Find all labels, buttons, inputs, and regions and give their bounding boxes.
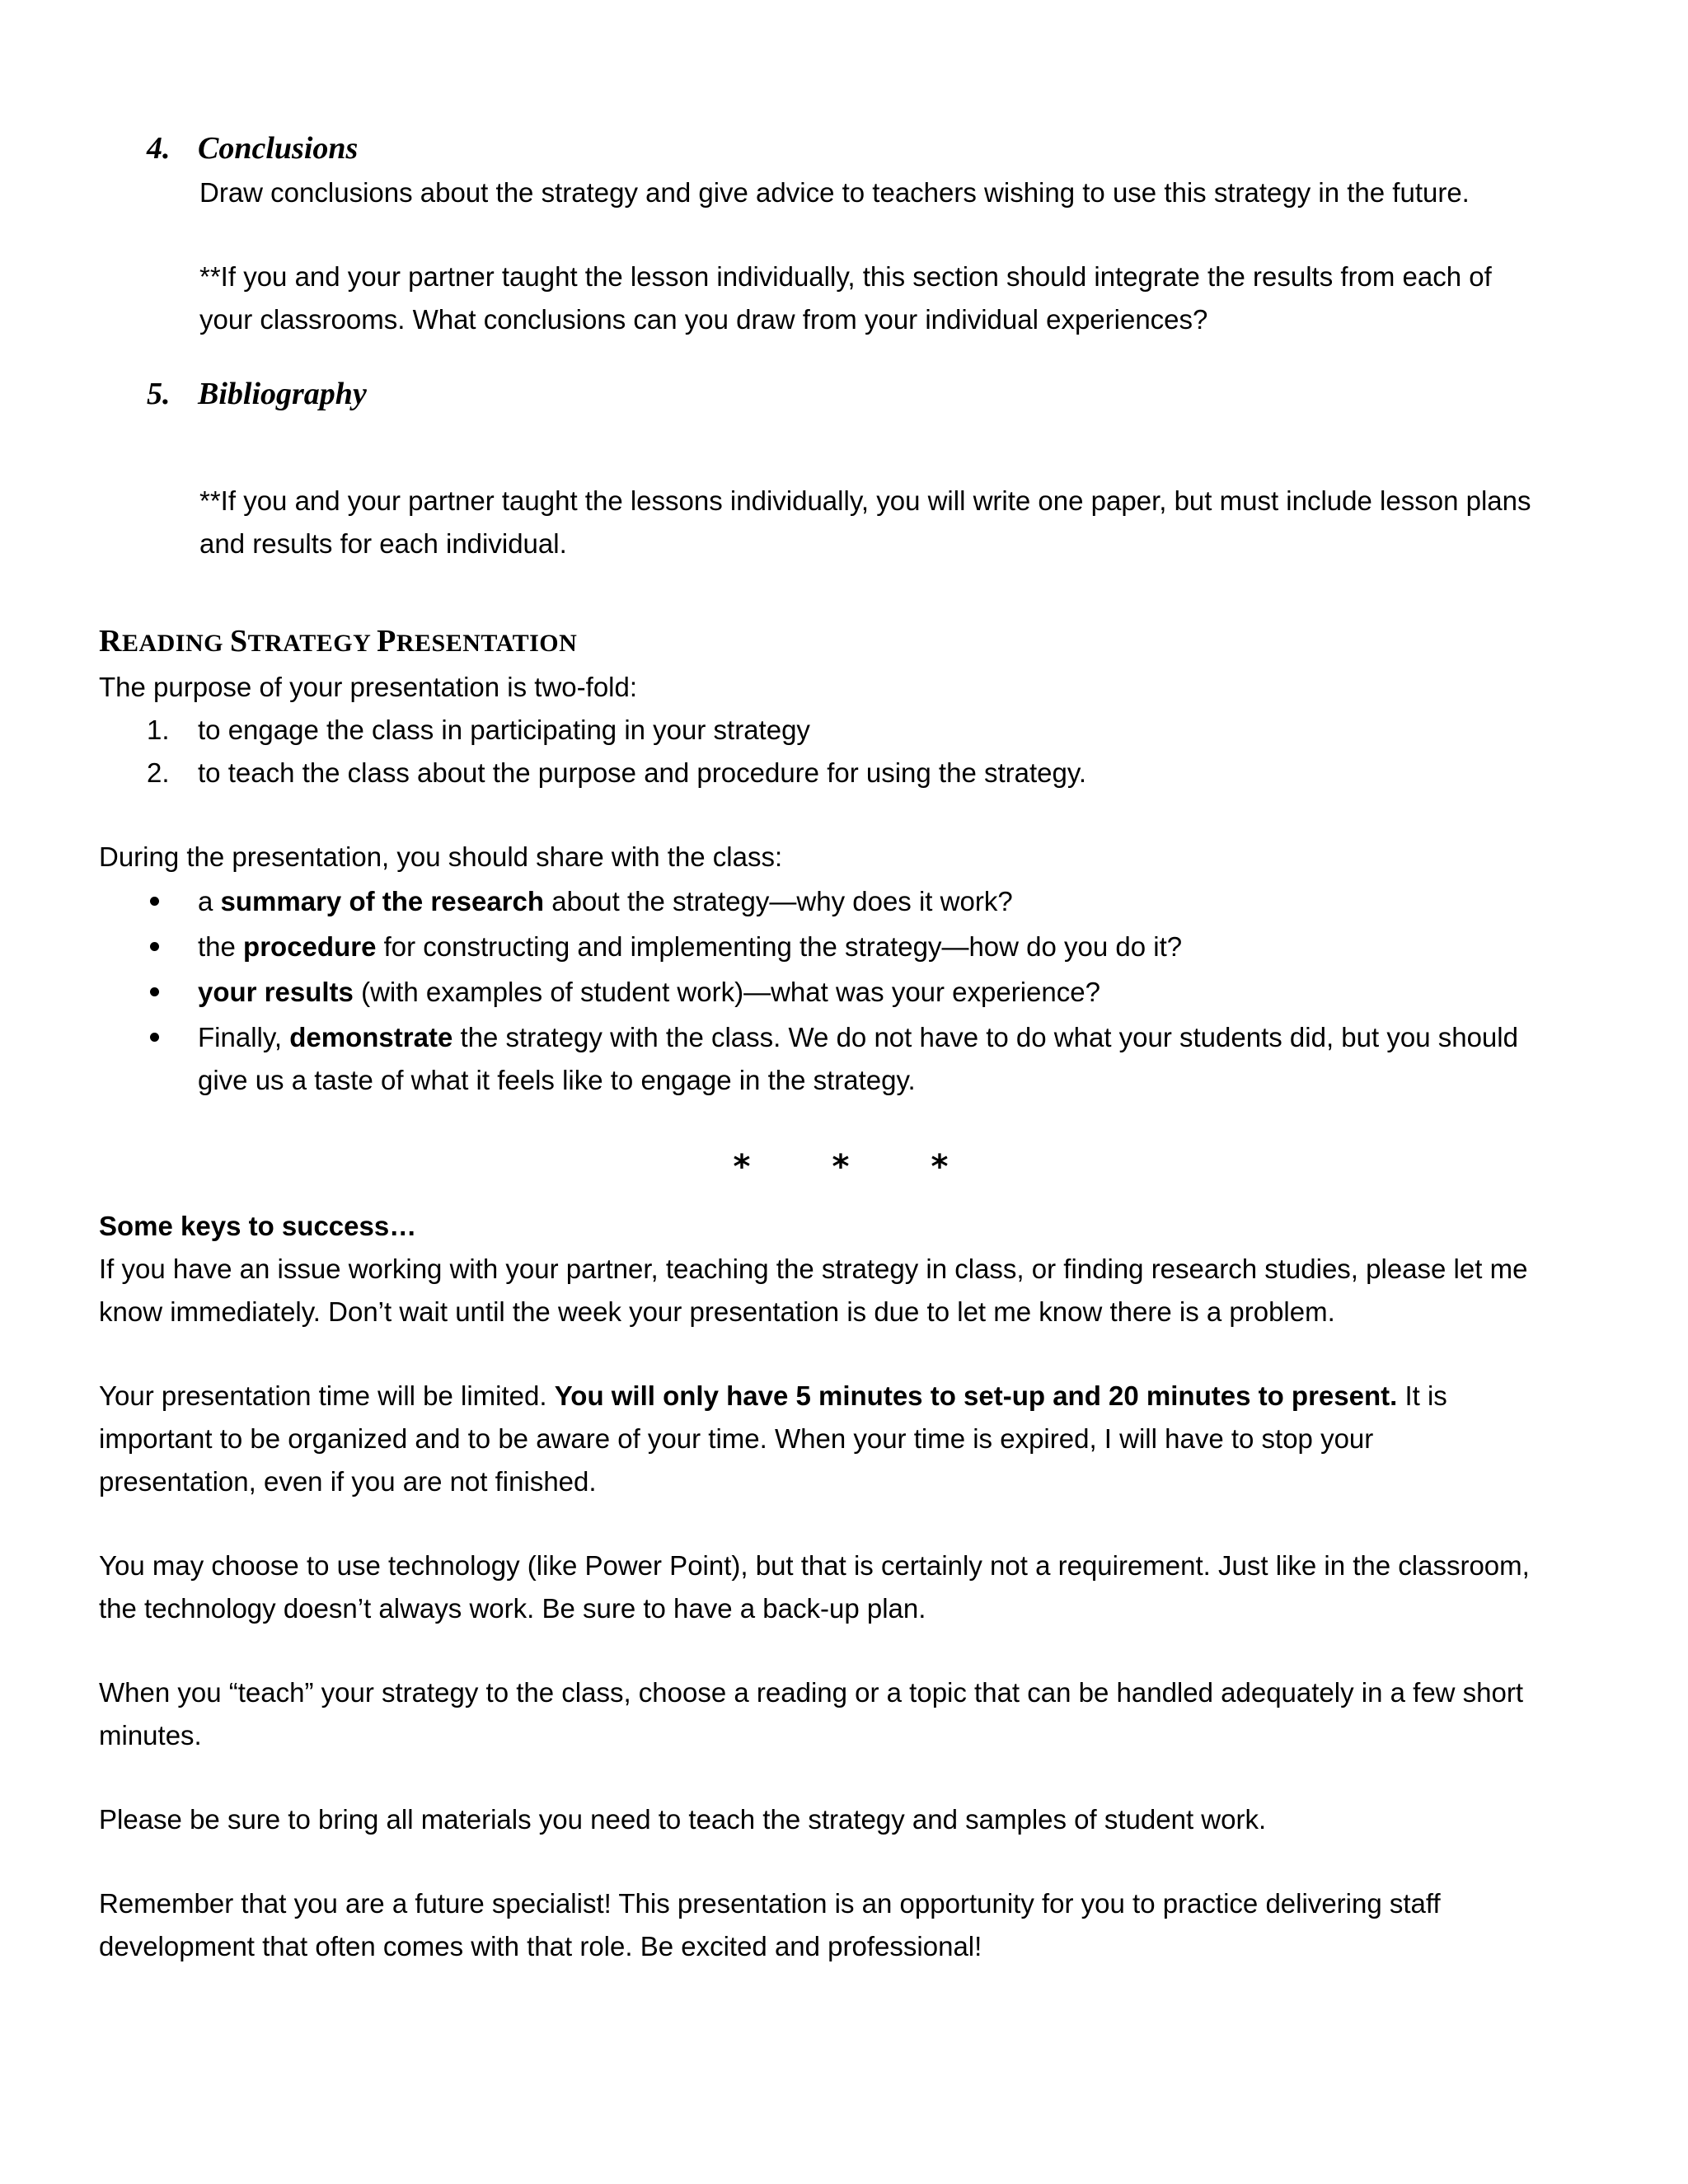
purpose-2-number: 2. <box>147 757 170 788</box>
time-limit-bold: You will only have 5 minutes to set-up and 20 minutes to present. <box>554 1380 1398 1411</box>
share-intro: During the presentation, you should share with the class: <box>99 841 783 872</box>
bullet-research <box>198 880 1013 923</box>
keys-p2-line-2: important to be organized and to be aware of your time. When your time is expired, I will have to stop your <box>99 1423 1374 1454</box>
section-4-number: 4. <box>147 131 171 166</box>
purpose-2-text: to teach the class about the purpose and procedure for using the strategy. <box>198 757 1087 788</box>
bullet-demonstrate <box>198 1016 1518 1059</box>
presentation-heading <box>99 620 577 665</box>
keys-p5: Please be sure to bring all materials you need to teach the strategy and samples of student work. <box>99 1804 1267 1835</box>
bullet-procedure-suffix: for constructing and implementing the strategy—how do you do it? <box>376 931 1183 962</box>
heading-initial-p: P <box>377 624 396 658</box>
bullet-research-bold: summary of the research <box>220 886 545 916</box>
bullet-procedure <box>198 926 1182 968</box>
section-4-note-line-1: **If you and your partner taught the lesson individually, this section should integrate the results from each of <box>199 261 1492 292</box>
bullet-dot-icon <box>150 1033 159 1042</box>
bullet-demonstrate-prefix: Finally, <box>198 1022 290 1052</box>
separator-star: * <box>931 1148 949 1186</box>
bullet-demonstrate-line-2: give us a taste of what it feels like to engage in the strategy. <box>198 1065 916 1095</box>
bullet-demonstrate-bold: demonstrate <box>289 1022 453 1052</box>
separator-star: * <box>733 1148 751 1186</box>
keys-p1-line-2: know immediately. Don’t wait until the week your presentation is due to let me know there is a problem. <box>99 1296 1335 1327</box>
keys-p6-line-2: development that often comes with that role. Be excited and professional! <box>99 1931 982 1961</box>
purpose-1-number: 1. <box>147 715 170 745</box>
time-limit-suffix: It is <box>1397 1380 1447 1411</box>
heading-word-eading: EADING <box>121 630 230 657</box>
section-5-number: 5. <box>147 377 171 411</box>
heading-initial-s: S <box>229 624 248 658</box>
keys-p1-line-1: If you have an issue working with your partner, teaching the strategy in class, or finding research studies, please let me <box>99 1254 1528 1284</box>
presentation-intro: The purpose of your presentation is two-fold: <box>99 672 638 702</box>
section-4-title: Conclusions <box>198 131 359 166</box>
bullet-results-suffix: (with examples of student work)—what was your experience? <box>353 977 1100 1007</box>
separator-star: * <box>832 1148 850 1186</box>
bullet-demonstrate-suffix: the strategy with the class. We do not have to do what your students did, but you should <box>452 1022 1518 1052</box>
heading-initial-r: R <box>99 624 122 658</box>
keys-p6-line-1: Remember that you are a future specialist! This presentation is an opportunity for you to practice delivering staff <box>99 1888 1441 1919</box>
section-4-body: Draw conclusions about the strategy and give advice to teachers wishing to use this strategy in the future. <box>199 177 1470 208</box>
keys-p2-line-1 <box>99 1375 1640 1418</box>
section-separator <box>692 1146 989 1190</box>
bullet-results-bold: your results <box>198 977 354 1007</box>
heading-word-resentation: RESENTATION <box>396 630 578 657</box>
bullet-dot-icon <box>150 987 159 996</box>
bullet-dot-icon <box>150 897 159 906</box>
bullet-results <box>198 971 1100 1014</box>
keys-p3-line-1: You may choose to use technology (like Power Point), but that is certainly not a requirement. Just like in the classroom, <box>99 1550 1530 1581</box>
bullet-procedure-bold: procedure <box>243 931 377 962</box>
keys-p2-line-3: presentation, even if you are not finished. <box>99 1466 597 1497</box>
keys-p3-line-2: the technology doesn’t always work. Be sure to have a back-up plan. <box>99 1593 926 1624</box>
keys-heading: Some keys to success… <box>99 1211 417 1241</box>
heading-word-trategy: TRATEGY <box>247 630 377 657</box>
purpose-1-text: to engage the class in participating in your strategy <box>198 715 810 745</box>
bullet-procedure-prefix: the <box>198 931 244 962</box>
keys-p4-line-1: When you “teach” your strategy to the class, choose a reading or a topic that can be handled adequately in a few short <box>99 1677 1524 1708</box>
bullet-research-prefix: a <box>198 886 221 916</box>
section-4-note-line-2: your classrooms. What conclusions can you draw from your individual experiences? <box>199 304 1208 335</box>
bullet-dot-icon <box>150 942 159 951</box>
section-5-title: Bibliography <box>198 377 367 411</box>
keys-p4-line-2: minutes. <box>99 1720 202 1750</box>
section-5-note-line-2: and results for each individual. <box>199 528 567 559</box>
time-limit-prefix: Your presentation time will be limited. <box>99 1380 555 1411</box>
section-5-note-line-1: **If you and your partner taught the lessons individually, you will write one paper, but must include lesson plans <box>199 485 1531 516</box>
bullet-research-suffix: about the strategy—why does it work? <box>544 886 1013 916</box>
